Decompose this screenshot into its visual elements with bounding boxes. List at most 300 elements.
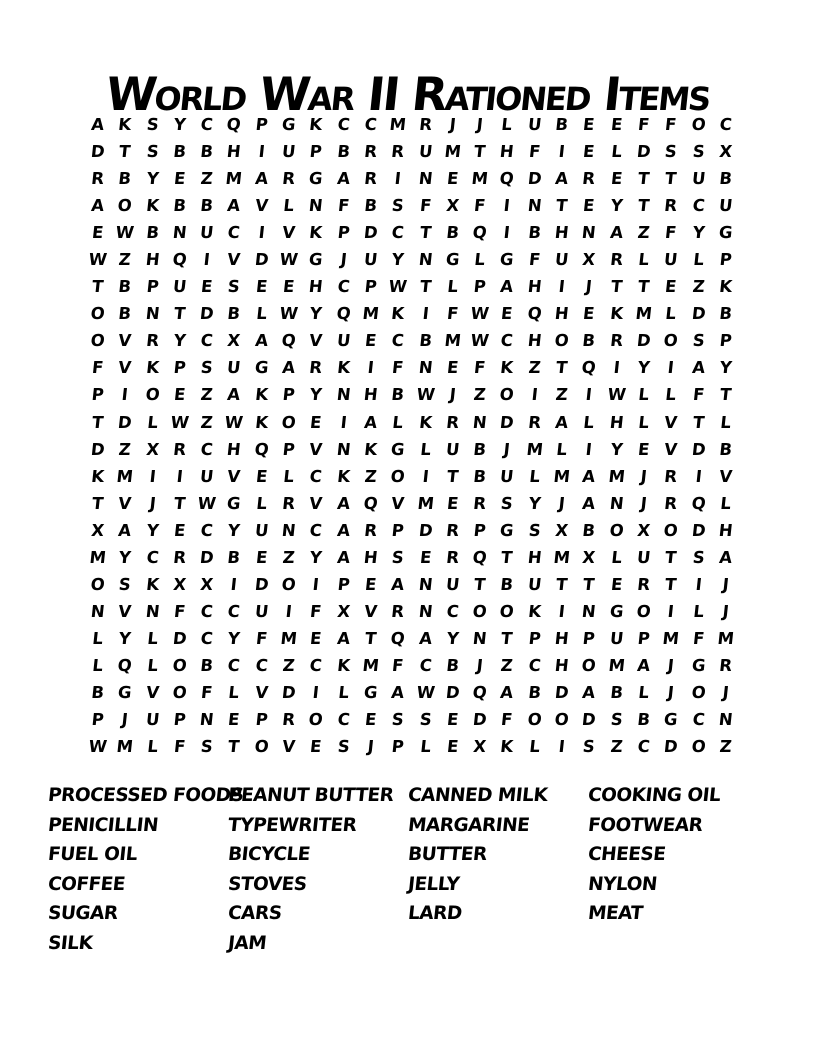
grid-letter: D — [526, 169, 543, 189]
grid-letter: W — [87, 737, 108, 757]
grid-letter: A — [581, 493, 597, 513]
grid-letter: O — [526, 710, 543, 730]
grid-letter: C — [336, 710, 351, 730]
grid-letter: Y — [309, 304, 324, 324]
word-list-item: PEANUT BUTTER — [226, 785, 395, 806]
grid-letter: T — [664, 548, 678, 568]
grid-letter: U — [335, 331, 352, 351]
grid-letter: J — [666, 656, 676, 676]
grid-letter: E — [227, 710, 241, 730]
grid-letter: B — [418, 331, 433, 351]
grid-letter: M — [388, 115, 408, 135]
grid-letter: Y — [527, 493, 542, 513]
grid-letter: O — [280, 575, 297, 595]
grid-letter: G — [499, 250, 515, 270]
grid-letter: R — [390, 142, 406, 162]
grid-letter: C — [227, 656, 242, 676]
grid-letter: B — [336, 142, 351, 162]
grid-letter: Q — [581, 358, 598, 378]
grid-letter: V — [117, 493, 133, 513]
grid-letter: Z — [609, 737, 624, 757]
grid-letter: L — [610, 548, 623, 568]
grid-letter: L — [391, 412, 405, 432]
grid-letter: E — [582, 196, 596, 216]
grid-letter: P — [718, 250, 733, 270]
word-list-column — [46, 781, 245, 959]
grid-letter: V — [254, 683, 269, 703]
grid-letter: J — [448, 115, 457, 135]
grid-letter: F — [172, 737, 187, 757]
grid-letter: D — [117, 412, 133, 432]
grid-letter: J — [120, 710, 130, 730]
word-list-item: COFFEE — [46, 873, 126, 895]
grid-letter: P — [582, 629, 597, 649]
grid-letter: F — [500, 710, 514, 730]
grid-letter: O — [581, 656, 598, 676]
grid-letter: I — [393, 169, 403, 189]
grid-letter: D — [199, 548, 215, 568]
grid-letter: C — [199, 629, 214, 649]
grid-letter: J — [639, 466, 648, 486]
grid-letter: Z — [500, 656, 515, 676]
grid-letter: G — [308, 250, 324, 270]
grid-letter: Q — [226, 115, 243, 135]
grid-letter: B — [199, 142, 215, 162]
grid-letter: R — [90, 169, 106, 189]
grid-letter: L — [528, 737, 541, 757]
grid-letter: M — [661, 629, 681, 649]
grid-letter: C — [691, 710, 706, 730]
grid-letter: W — [606, 385, 627, 405]
grid-letter: Q — [471, 548, 488, 568]
grid-letter: S — [418, 710, 433, 730]
grid-letter: P — [145, 277, 160, 297]
grid-letter: L — [637, 250, 650, 270]
grid-letter: L — [419, 439, 432, 459]
grid-letter: S — [199, 358, 214, 378]
grid-letter: F — [691, 385, 705, 405]
grid-letter: T — [364, 629, 378, 649]
grid-letter: E — [609, 169, 623, 189]
grid-letter: Q — [499, 169, 516, 189]
grid-letter: N — [335, 439, 352, 459]
grid-letter: V — [308, 439, 324, 459]
grid-letter: S — [691, 142, 706, 162]
grid-letter: I — [257, 223, 266, 243]
grid-letter: I — [421, 466, 430, 486]
grid-letter: Q — [362, 493, 379, 513]
grid-letter: B — [472, 439, 488, 459]
grid-letter: A — [581, 466, 597, 486]
grid-letter: I — [284, 602, 293, 622]
grid-letter: U — [717, 196, 734, 216]
grid-letter: D — [553, 683, 570, 703]
grid-letter: F — [664, 223, 678, 243]
grid-letter: D — [417, 520, 434, 540]
grid-letter: N — [171, 223, 188, 243]
grid-letter: E — [364, 710, 378, 730]
grid-letter: B — [636, 710, 651, 730]
grid-letter: H — [226, 439, 243, 459]
grid-letter: T — [691, 412, 705, 432]
grid-letter: V — [226, 466, 242, 486]
grid-letter: P — [472, 520, 487, 540]
grid-letter: K — [718, 277, 733, 297]
grid-letter: A — [226, 385, 242, 405]
grid-letter: D — [444, 683, 461, 703]
grid-letter: C — [691, 196, 706, 216]
grid-letter: S — [391, 196, 405, 216]
grid-letter: E — [582, 115, 596, 135]
grid-letter: O — [553, 331, 570, 351]
grid-letter: F — [254, 629, 269, 649]
grid-letter: C — [199, 439, 214, 459]
grid-letter: Y — [118, 629, 133, 649]
grid-letter: Y — [609, 196, 624, 216]
grid-letter: Q — [471, 223, 488, 243]
grid-letter: T — [500, 548, 514, 568]
grid-letter: V — [718, 466, 733, 486]
grid-letter: T — [664, 575, 678, 595]
grid-letter: T — [91, 493, 105, 513]
grid-letter: M — [416, 493, 435, 513]
grid-letter: F — [418, 196, 432, 216]
grid-letter: E — [309, 737, 323, 757]
grid-letter: T — [664, 169, 678, 189]
grid-letter: K — [336, 358, 351, 378]
word-list — [48, 781, 768, 959]
grid-letter: U — [526, 115, 543, 135]
grid-letter: T — [445, 466, 460, 486]
grid-letter: A — [336, 169, 351, 189]
grid-letter: N — [417, 602, 434, 622]
grid-letter: P — [281, 439, 296, 459]
grid-letter: C — [363, 115, 378, 135]
grid-letter: I — [366, 358, 375, 378]
grid-letter: H — [308, 277, 324, 297]
grid-letter: V — [663, 412, 679, 432]
grid-letter: A — [254, 331, 269, 351]
grid-letter: M — [716, 629, 735, 649]
grid-letter: S — [691, 331, 706, 351]
grid-letter: P — [90, 385, 105, 405]
grid-letter: D — [472, 710, 488, 730]
grid-letter: N — [417, 250, 434, 270]
grid-letter: M — [443, 142, 462, 162]
grid-letter: B — [718, 439, 733, 459]
word-list-item: CARS — [226, 903, 283, 925]
grid-letter: K — [336, 466, 351, 486]
grid-letter: F — [473, 358, 487, 378]
grid-letter: X — [199, 575, 215, 595]
grid-letter: C — [390, 331, 406, 351]
grid-letter: D — [171, 629, 188, 649]
grid-letter: B — [90, 683, 106, 703]
grid-letter: P — [309, 142, 324, 162]
grid-letter: E — [445, 493, 460, 513]
grid-letter: B — [718, 304, 733, 324]
grid-letter: W — [87, 250, 108, 270]
grid-letter: U — [635, 548, 652, 568]
grid-letter: J — [339, 250, 348, 270]
grid-letter: O — [253, 737, 270, 757]
grid-letter: W — [114, 223, 136, 243]
grid-letter: S — [527, 520, 542, 540]
word-list-item: FOOTWEAR — [586, 814, 704, 836]
grid-letter: R — [172, 548, 187, 568]
grid-letter: G — [226, 493, 242, 513]
grid-letter: N — [280, 520, 297, 540]
grid-letter: T — [473, 575, 487, 595]
grid-letter: B — [172, 196, 187, 216]
grid-letter: N — [308, 196, 324, 216]
grid-letter: U — [444, 439, 461, 459]
grid-letter: M — [279, 629, 299, 649]
grid-letter: B — [226, 548, 242, 568]
grid-letter: J — [366, 737, 375, 757]
grid-letter: I — [175, 466, 184, 486]
grid-letter: M — [115, 466, 135, 486]
grid-letter: L — [719, 493, 732, 513]
grid-letter: F — [336, 196, 351, 216]
grid-letter: R — [663, 196, 679, 216]
grid-letter: O — [471, 602, 488, 622]
grid-letter: H — [499, 142, 516, 162]
grid-letter: N — [144, 602, 161, 622]
grid-letter: R — [609, 250, 624, 270]
grid-letter: D — [635, 331, 652, 351]
grid-letter: M — [470, 169, 490, 189]
grid-letter: S — [391, 710, 405, 730]
grid-letter: W — [415, 683, 436, 703]
grid-letter: O — [635, 602, 652, 622]
grid-letter: P — [336, 575, 351, 595]
grid-letter: T — [637, 169, 651, 189]
grid-letter: Y — [609, 439, 624, 459]
grid-letter: K — [144, 196, 160, 216]
grid-letter: J — [721, 683, 730, 703]
grid-letter: P — [390, 737, 406, 757]
grid-letter: P — [254, 115, 269, 135]
grid-letter: E — [254, 466, 269, 486]
grid-letter: X — [581, 250, 597, 270]
grid-letter: Z — [636, 223, 651, 243]
grid-letter: D — [89, 439, 106, 459]
grid-letter: I — [557, 737, 566, 757]
grid-letter: B — [390, 385, 406, 405]
grid-letter: H — [553, 656, 570, 676]
page-title: World War II Rationed Items — [103, 66, 713, 121]
grid-letter: E — [637, 439, 651, 459]
grid-letter: R — [144, 331, 160, 351]
grid-letter: M — [115, 737, 135, 757]
grid-letter: S — [118, 575, 132, 595]
grid-letter: A — [554, 412, 570, 432]
grid-letter: E — [172, 169, 187, 189]
grid-letter: M — [552, 466, 571, 486]
grid-letter: I — [694, 466, 703, 486]
grid-letter: K — [499, 358, 515, 378]
grid-letter: Q — [389, 629, 406, 649]
grid-letter: M — [525, 439, 544, 459]
grid-letter: M — [361, 304, 380, 324]
grid-letter: Y — [691, 223, 706, 243]
grid-letter: O — [89, 575, 106, 595]
grid-letter: C — [199, 331, 214, 351]
grid-letter: T — [418, 277, 432, 297]
grid-letter: R — [363, 142, 379, 162]
grid-letter: N — [417, 575, 434, 595]
grid-letter: T — [718, 385, 733, 405]
grid-letter: K — [336, 656, 351, 676]
grid-letter: T — [500, 629, 514, 649]
grid-letter: U — [499, 466, 515, 486]
word-list-item: NYLON — [586, 873, 658, 895]
grid-letter: E — [445, 710, 460, 730]
grid-letter: P — [172, 358, 187, 378]
grid-letter: B — [363, 196, 378, 216]
grid-letter: N — [335, 385, 352, 405]
grid-letter: L — [91, 656, 104, 676]
word-list-item: JELLY — [406, 873, 461, 895]
grid-letter: X — [172, 575, 187, 595]
grid-letter: Q — [690, 493, 707, 513]
grid-letter: L — [146, 656, 159, 676]
grid-letter: B — [527, 223, 542, 243]
grid-letter: K — [117, 115, 133, 135]
word-list-item: TYPEWRITER — [226, 814, 358, 836]
grid-letter: D — [253, 575, 270, 595]
word-list-item: JAM — [226, 932, 268, 954]
grid-letter: Y — [445, 629, 460, 649]
grid-letter: J — [639, 493, 648, 513]
grid-letter: E — [282, 277, 296, 297]
grid-letter: A — [90, 115, 106, 135]
grid-letter: R — [718, 656, 733, 676]
grid-letter: P — [90, 710, 105, 730]
grid-letter: F — [527, 142, 542, 162]
grid-letter: B — [199, 196, 215, 216]
grid-letter: Y — [145, 169, 160, 189]
grid-letter: L — [146, 737, 159, 757]
grid-letter: A — [281, 358, 297, 378]
grid-letter: B — [145, 223, 160, 243]
grid-letter: I — [230, 575, 239, 595]
grid-letter: M — [443, 331, 462, 351]
grid-letter: N — [199, 710, 215, 730]
grid-letter: V — [226, 250, 242, 270]
grid-letter: V — [281, 223, 297, 243]
grid-letter: P — [472, 277, 487, 297]
grid-letter: C — [199, 520, 214, 540]
grid-letter: C — [309, 466, 324, 486]
grid-letter: U — [608, 629, 625, 649]
grid-letter: C — [199, 602, 214, 622]
grid-letter: I — [557, 602, 566, 622]
grid-letter: F — [637, 115, 651, 135]
grid-letter: A — [336, 493, 351, 513]
grid-letter: Z — [118, 250, 133, 270]
grid-letter: T — [118, 142, 132, 162]
grid-letter: J — [721, 602, 730, 622]
grid-letter: V — [117, 602, 133, 622]
grid-letter: U — [417, 142, 433, 162]
grid-letter: Y — [227, 629, 242, 649]
grid-letter: N — [471, 412, 488, 432]
grid-letter: Y — [227, 520, 242, 540]
grid-letter: S — [199, 737, 214, 757]
grid-letter: I — [666, 602, 676, 622]
grid-letter: T — [609, 277, 623, 297]
grid-letter: C — [145, 548, 160, 568]
grid-letter: A — [608, 223, 624, 243]
grid-letter: U — [199, 466, 215, 486]
grid-letter: P — [390, 520, 406, 540]
grid-letter: T — [227, 737, 241, 757]
grid-letter: I — [120, 385, 130, 405]
grid-letter: J — [666, 683, 676, 703]
grid-letter: X — [554, 520, 570, 540]
grid-letter: I — [557, 277, 566, 297]
grid-letter: K — [417, 412, 433, 432]
grid-letter: H — [608, 412, 625, 432]
grid-letter: I — [339, 412, 348, 432]
grid-letter: S — [145, 142, 160, 162]
grid-letter: L — [146, 629, 159, 649]
grid-letter: L — [528, 466, 541, 486]
grid-letter: K — [90, 466, 106, 486]
grid-letter: N — [417, 169, 434, 189]
grid-letter: B — [117, 169, 133, 189]
grid-letter: D — [663, 737, 679, 757]
grid-letter: R — [472, 493, 488, 513]
grid-letter: M — [634, 304, 653, 324]
grid-letter: E — [364, 575, 378, 595]
grid-letter: Z — [281, 548, 296, 568]
grid-letter: T — [172, 304, 187, 324]
grid-letter: O — [690, 683, 707, 703]
grid-letter: A — [90, 196, 106, 216]
grid-letter: F — [391, 358, 405, 378]
grid-letter: E — [609, 575, 623, 595]
word-list-item: MARGARINE — [406, 814, 531, 836]
grid-letter: R — [281, 710, 297, 730]
grid-letter: U — [253, 520, 270, 540]
grid-letter: A — [336, 548, 351, 568]
grid-letter: T — [555, 196, 569, 216]
grid-letter: O — [690, 115, 707, 135]
grid-letter: B — [581, 520, 597, 540]
grid-letter: C — [227, 223, 242, 243]
grid-letter: K — [608, 304, 624, 324]
grid-letter: D — [253, 250, 270, 270]
grid-letter: K — [527, 602, 542, 622]
grid-letter: S — [391, 548, 405, 568]
grid-letter: I — [202, 250, 211, 270]
grid-letter: T — [637, 277, 651, 297]
grid-letter: E — [254, 548, 269, 568]
grid-letter: S — [227, 277, 242, 297]
grid-letter: E — [309, 629, 323, 649]
grid-letter: V — [308, 331, 324, 351]
grid-letter: R — [663, 466, 679, 486]
grid-letter: E — [445, 169, 460, 189]
grid-letter: S — [500, 493, 515, 513]
grid-letter: D — [89, 142, 106, 162]
grid-letter: L — [637, 412, 650, 432]
grid-letter: Q — [335, 304, 352, 324]
grid-letter: O — [89, 331, 106, 351]
